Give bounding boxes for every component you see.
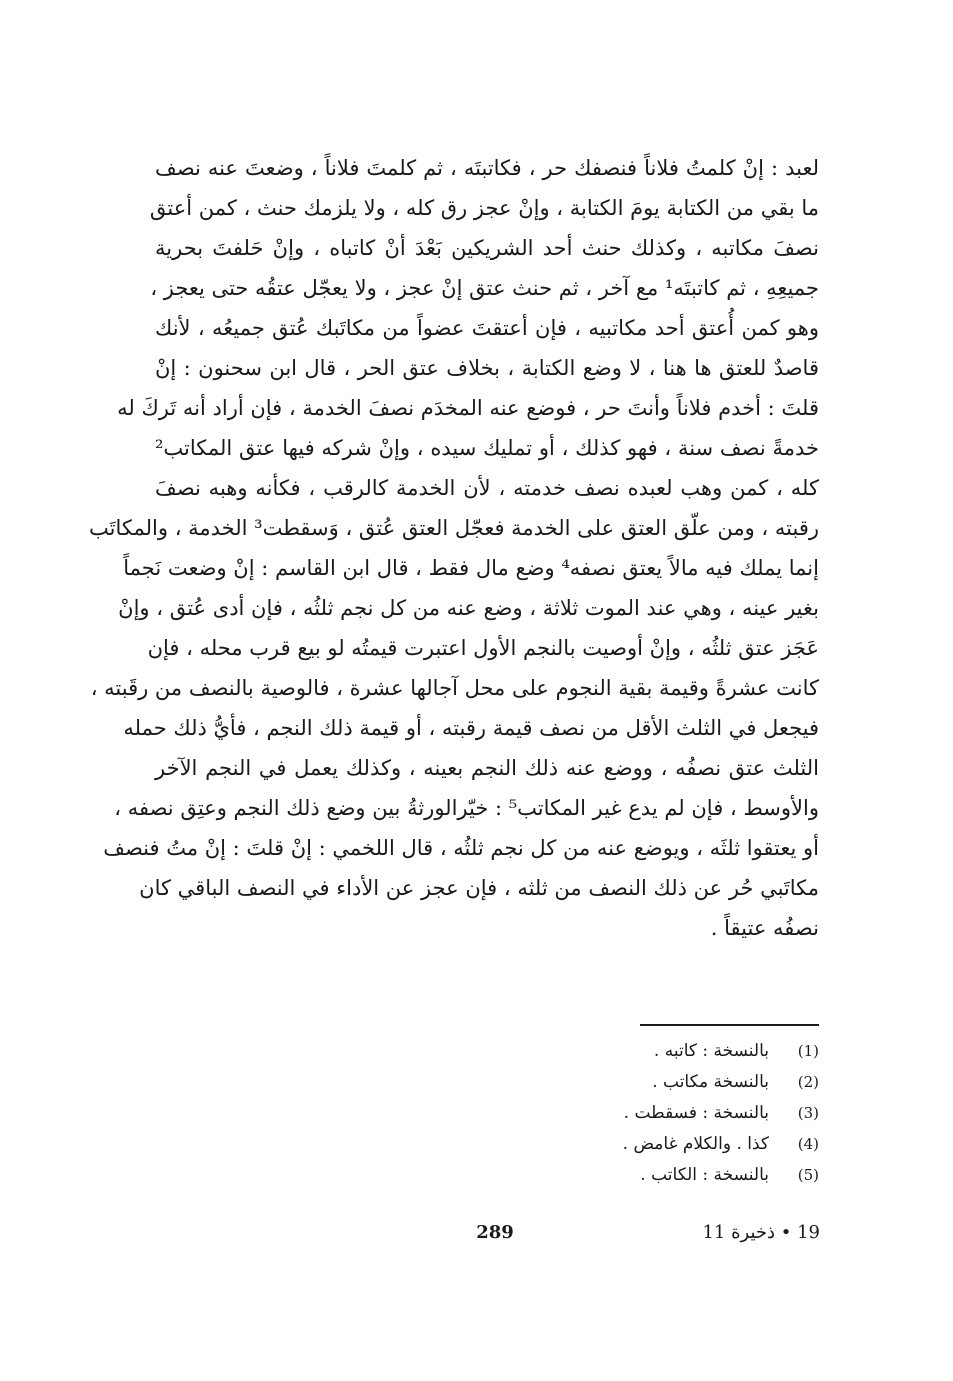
footnote-item xyxy=(540,1036,819,1067)
text-line: الثلث عتق نصفُه ، ووضع عنه ذلك النجم بعينه ، وكذلك يعمل في النجم الآخر xyxy=(155,756,819,780)
footnote-item xyxy=(540,1067,819,1098)
text-line: والأوسط ، فإن لم يدع غير المكاتب⁵ : خيّرالورثةُ بين وضع ذلك النجم وعتِق نصفه ، xyxy=(114,796,819,820)
text-line: نصفُه عتيقاً . xyxy=(710,916,819,940)
text-line: قلتَ : أخدم فلاناً وأنتَ حر ، فوضع عنه المخدَم نصفَ الخدمة ، فإن أراد أنه تَركَ له xyxy=(117,396,819,420)
page-number: 289 xyxy=(476,1222,514,1243)
footnote-number: (2) xyxy=(797,1073,819,1091)
text-line: عَجَز عتق ثلثُه ، وإنْ أوصيت بالنجم الأول اعتبرت قيمتُه لو بيع قرب محله ، فإن xyxy=(147,636,819,660)
footnote-text: بالنسخة : الكاتب . xyxy=(640,1165,769,1185)
footnote-item xyxy=(540,1098,819,1129)
text-line: رقبته ، ومن علّق العتق على الخدمة فعجّل العتق عُتق ، وَسقطت³ الخدمة ، والمكاتَب xyxy=(89,516,819,540)
text-line: بغير عينه ، وهي عند الموت ثلاثة ، وضع عنه من كل نجم ثلثُه ، فإن أدى عُتق ، وإنْ xyxy=(118,596,819,620)
footnote-text: كذا . والكلام غامض . xyxy=(622,1134,769,1154)
text-line: مكاتَبي حُر عن ذلك النصف من ثلثه ، فإن عجز عن الأداء في النصف الباقي كان xyxy=(139,876,819,900)
text-line: أو يعتقوا ثلثَه ، ويوضع عنه من كل نجم ثلثُه ، قال اللخمي : إنْ قلتَ : إنْ متُ فنصف xyxy=(103,836,819,860)
text-line: لعبد : إنْ كلمتُ فلاناً فنصفك حر ، فكاتبتَه ، ثم كلمتَ فلاناً ، وضعتَ عنه نصف xyxy=(155,156,819,180)
footnote-text: بالنسخة : كاتبه . xyxy=(653,1041,769,1061)
signature-mark: 19 • ذخيرة 11 xyxy=(702,1222,820,1243)
text-line: قاصدٌ للعتق ها هنا ، لا وضع الكتابة ، بخلاف عتق الحر ، قال ابن سحنون : إنْ xyxy=(155,356,819,380)
footnote-text: بالنسخة : فسقطت . xyxy=(623,1103,769,1123)
footnote-text: بالنسخة مكاتب . xyxy=(652,1072,769,1092)
text-line: خدمةً نصف سنة ، فهو كذلك ، أو تمليك سيده ، وإنْ شركه فيها عتق المكاتب² xyxy=(155,436,819,460)
text-line: ما بقي من الكتابة يومَ الكتابة ، وإنْ عجز رق كله ، ولا يلزمك حنث ، كمن أعتق xyxy=(149,196,819,220)
text-line: كانت عشرةً وقيمة بقية النجوم على محل آجالها عشرة ، فالوصية بالنصف من رقَبته ، xyxy=(90,676,819,700)
text-line: وهو كمن أُعتق أحد مكاتبيه ، فإن أعتقتَ عضواً من مكاتَبك عُتق جميعُه ، لأنك xyxy=(155,316,819,340)
footnote-number: (5) xyxy=(797,1166,819,1184)
text-line: نصفَ مكاتبه ، وكذلك حنث أحد الشريكين بَعْدَ أنْ كاتباه ، وإنْ حَلفتَ بحرية xyxy=(155,236,819,260)
footnote-item xyxy=(540,1160,819,1191)
main-text xyxy=(89,148,819,948)
footnote-divider xyxy=(640,1024,819,1026)
footnotes xyxy=(540,1036,819,1191)
footnote-item xyxy=(540,1129,819,1160)
text-line: جميعِهِ ، ثم كاتبتَه¹ مع آخر ، ثم حنث عتق إنْ عجز ، ولا يعجّل عتقُه حتى يعجز ، xyxy=(150,276,819,300)
footnote-number: (3) xyxy=(797,1104,819,1122)
text-line: فيجعل في الثلث الأقل من نصف قيمة رقبته ، أو قيمة ذلك النجم ، فأيُّ ذلك حمله xyxy=(123,716,819,740)
text-line: إنما يملك فيه مالاً يعتق نصفه⁴ وضع مال فقط ، قال ابن القاسم : إنْ وضعت نَجماً xyxy=(123,556,819,580)
text-line: كله ، كمن وهب لعبده نصف خدمته ، لأن الخدمة كالرقب ، فكأنه وهبه نصفَ xyxy=(155,476,819,500)
footnote-number: (1) xyxy=(797,1042,819,1060)
footnote-number: (4) xyxy=(797,1135,819,1153)
